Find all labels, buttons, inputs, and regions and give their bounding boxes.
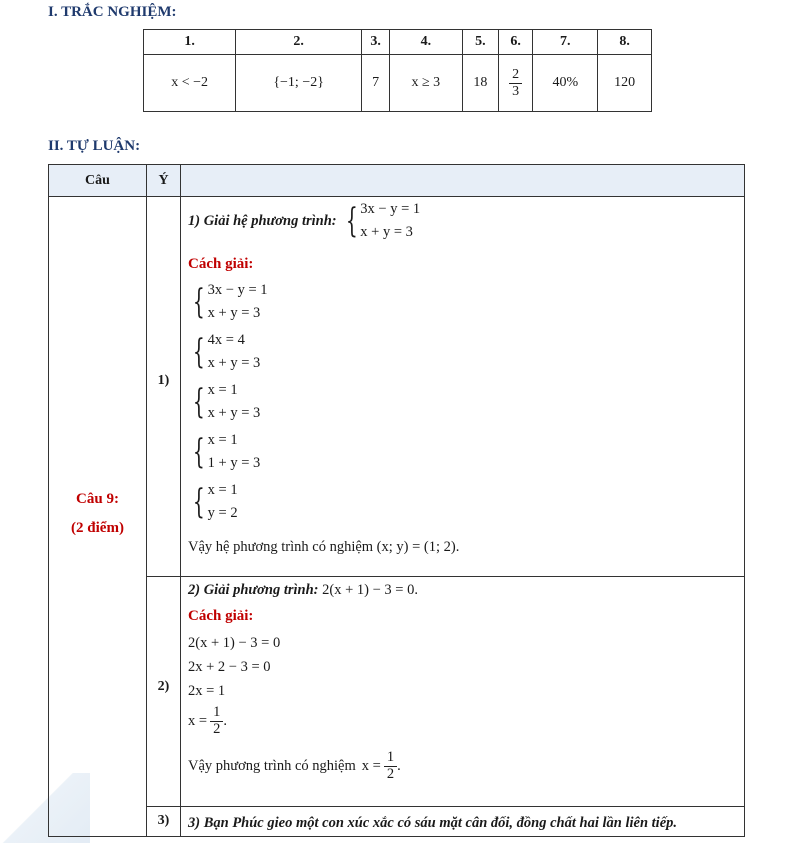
mc-header: 5. bbox=[462, 30, 499, 55]
part3-problem: 3) Bạn Phúc gieo một con xúc xắc có sáu mặt cân đối, đồng chất hai lần liên tiếp. bbox=[188, 815, 677, 831]
equation-system bbox=[208, 429, 261, 475]
fraction-denominator: 3 bbox=[512, 83, 520, 99]
mc-header: 8. bbox=[598, 30, 652, 55]
mc-answer-fraction bbox=[499, 55, 533, 112]
mc-answer: 40% bbox=[533, 55, 598, 112]
equation: 4x = 4 bbox=[207, 332, 245, 348]
mc-answer: x ≥ 3 bbox=[390, 55, 462, 112]
brace: { bbox=[192, 282, 205, 322]
section-title-multiple-choice: I. TRẮC NGHIỆM: bbox=[48, 4, 177, 20]
solution-step bbox=[188, 379, 459, 425]
fraction bbox=[210, 705, 223, 738]
part1-content bbox=[188, 198, 459, 559]
solution-result bbox=[188, 705, 418, 738]
mc-answer: 120 bbox=[598, 55, 652, 112]
solution-step bbox=[188, 279, 459, 325]
column-divider bbox=[180, 165, 181, 836]
method-heading: Cách giải: bbox=[188, 256, 254, 272]
brace: { bbox=[192, 432, 205, 472]
mc-answer: 7 bbox=[362, 55, 390, 112]
part1-conclusion: Vậy hệ phương trình có nghiệm (x; y) = (1; 2). bbox=[188, 539, 460, 555]
fraction-numerator: 1 bbox=[384, 750, 397, 767]
question-points: (2 điểm) bbox=[71, 520, 124, 536]
equation-system bbox=[208, 379, 261, 425]
mc-header: 4. bbox=[390, 30, 462, 55]
mc-header: 3. bbox=[362, 30, 390, 55]
brace: { bbox=[192, 332, 205, 372]
essay-table bbox=[48, 164, 745, 837]
solution-step: 2(x + 1) − 3 = 0 bbox=[188, 635, 281, 651]
equation: 3x − y = 1 bbox=[360, 201, 421, 217]
fraction-numerator: 2 bbox=[509, 67, 522, 83]
fraction-denominator: 2 bbox=[213, 720, 221, 737]
equation-system bbox=[208, 279, 268, 325]
equation: y = 2 bbox=[207, 505, 238, 521]
result-lhs: x = bbox=[188, 712, 208, 729]
fraction-denominator: 2 bbox=[386, 765, 395, 782]
part-label: 1) bbox=[157, 373, 170, 388]
fraction bbox=[509, 67, 522, 99]
fraction-numerator: 1 bbox=[210, 705, 223, 722]
equation-system bbox=[360, 198, 420, 244]
mc-header: 7. bbox=[533, 30, 598, 55]
multiple-choice-answer-table bbox=[143, 29, 652, 112]
conclusion-text: Vậy phương trình có nghiệm bbox=[188, 757, 356, 774]
problem-text: 1) Giải hệ phương trình: bbox=[188, 212, 337, 229]
period: . bbox=[397, 757, 401, 774]
part2-problem bbox=[188, 578, 418, 602]
question-label bbox=[49, 485, 146, 543]
equation: x + y = 3 bbox=[207, 355, 261, 371]
equation: 2(x + 1) − 3 = 0. bbox=[322, 582, 418, 598]
row-divider bbox=[146, 806, 744, 807]
equation: 1 + y = 3 bbox=[207, 455, 261, 471]
solution-step bbox=[188, 329, 459, 375]
mc-answer: 18 bbox=[462, 55, 499, 112]
mc-header: 2. bbox=[236, 30, 362, 55]
solution-step bbox=[188, 429, 459, 475]
section-title-essay: II. TỰ LUẬN: bbox=[48, 138, 141, 154]
mc-answer: x < −2 bbox=[144, 55, 236, 112]
equation-system bbox=[208, 329, 261, 375]
solution-step: 2x + 2 − 3 = 0 bbox=[188, 659, 271, 675]
question-number: Câu 9: bbox=[76, 491, 119, 507]
mc-header: 1. bbox=[144, 30, 236, 55]
period: . bbox=[223, 712, 227, 729]
problem-text: 2) Giải phương trình: bbox=[188, 582, 319, 598]
part-label: 2) bbox=[157, 679, 170, 694]
result-lhs: x = bbox=[361, 757, 381, 774]
mc-answer: {−1; −2} bbox=[236, 55, 362, 112]
header-y: Ý bbox=[158, 172, 169, 188]
solution-step: 2x = 1 bbox=[188, 683, 226, 699]
mc-header: 6. bbox=[499, 30, 533, 55]
column-divider bbox=[146, 165, 147, 836]
part3-content bbox=[188, 811, 677, 835]
part2-conclusion bbox=[188, 750, 418, 783]
equation: x + y = 3 bbox=[207, 405, 261, 421]
equation: x + y = 3 bbox=[207, 305, 261, 321]
brace: { bbox=[192, 482, 205, 522]
brace: { bbox=[192, 382, 205, 422]
equation: x = 1 bbox=[207, 432, 238, 448]
equation-system bbox=[208, 479, 238, 525]
brace: { bbox=[345, 201, 358, 241]
equation: 3x − y = 1 bbox=[207, 282, 268, 298]
part2-content bbox=[188, 578, 418, 783]
equation: x = 1 bbox=[207, 382, 238, 398]
fraction bbox=[384, 750, 397, 783]
equation: x + y = 3 bbox=[360, 224, 413, 240]
part1-problem bbox=[188, 198, 459, 244]
equation: x = 1 bbox=[207, 482, 238, 498]
row-divider bbox=[146, 576, 744, 577]
solution-step bbox=[188, 479, 459, 525]
header-cau: Câu bbox=[85, 172, 110, 188]
method-heading: Cách giải: bbox=[188, 608, 254, 624]
part-label: 3) bbox=[157, 813, 170, 828]
